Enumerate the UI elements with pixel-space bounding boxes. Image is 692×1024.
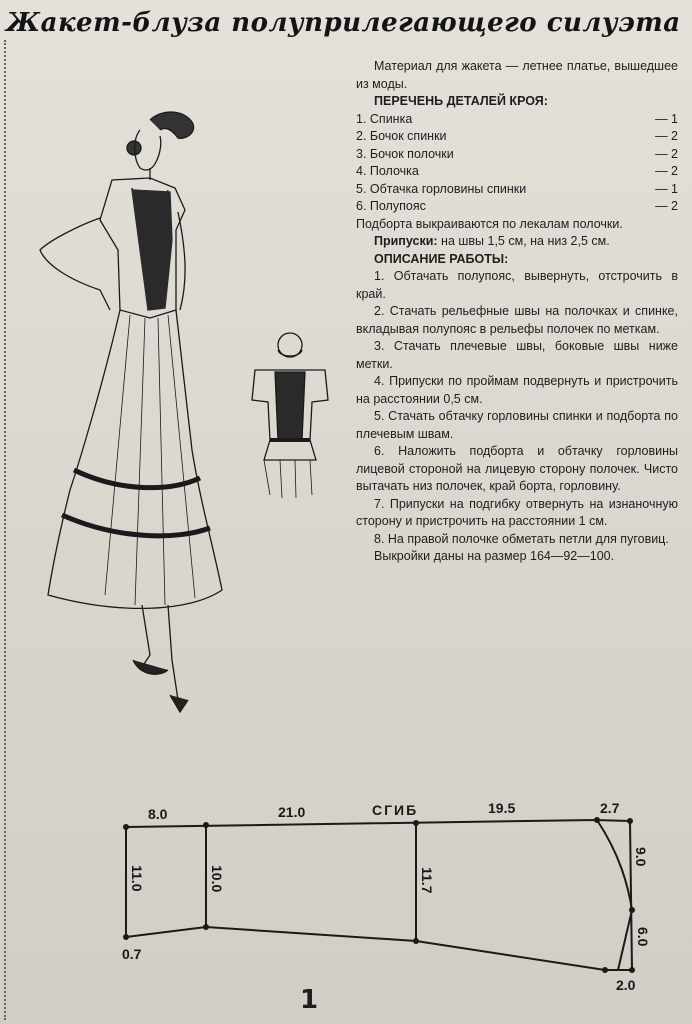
step-1: 1. Обтачать полупояс, вывернуть, отстрочить в край.	[356, 269, 678, 301]
step-3: 3. Стачать плечевые швы, боковые швы ниже метки.	[356, 339, 678, 371]
page-number: 1	[300, 985, 319, 1015]
work-heading: ОПИСАНИЕ РАБОТЫ:	[374, 251, 509, 266]
sizes-note: Выкройки даны на размер 164—92—100.	[374, 549, 615, 563]
step-4: 4. Припуски по проймам подвернуть и пристрочить на расстоянии 0,5 см.	[356, 374, 678, 406]
podborta-note: Подборта выкраиваются по лекалам полочки.	[356, 216, 623, 231]
parts-heading: ПЕРЕЧЕНЬ ДЕТАЛЕЙ КРОЯ:	[374, 94, 548, 108]
instructions-column	[356, 58, 678, 566]
step-2: 2. Стачать рельефные швы на полочках и спинке, вкладывая полупояс в рельефы полочек по меткам.	[356, 304, 678, 336]
list-item: 4. Полочка — 2	[356, 164, 678, 178]
material-text: Материал для жакета — летнее платье, вышедшее из моды.	[356, 59, 678, 91]
step-6: 6. Наложить подборта и обтачку горловины лицевой стороной на лицевую сторону полочек. Чисто вытачать низ полочек, край борта, горловину.	[356, 444, 678, 493]
parts-list	[356, 111, 678, 216]
fashion-illustration	[0, 100, 350, 720]
dim-top-19: 19.5	[488, 800, 516, 816]
sewing-pattern-drawing	[100, 795, 660, 995]
dim-bottom-07: 0.7	[122, 946, 142, 962]
dim-top-21: 21.0	[278, 804, 306, 820]
back-view-drawing	[252, 333, 328, 498]
list-item: 3. Бочок полочки — 2	[356, 146, 678, 161]
step-7: 7. Припуски на подгибку отвернуть на изнаночную сторону и пристрочить на расстоянии 1 см.	[356, 496, 678, 528]
page-title: Жакет-блуза полуприлегающего силуэта	[6, 8, 681, 38]
list-item: 2. Бочок спинки — 2	[356, 129, 678, 143]
dim-mid-117: 11.7	[419, 867, 435, 894]
list-item: 5. Обтачка горловины спинки — 1	[356, 181, 678, 196]
dim-mid-10: 10.0	[209, 865, 225, 893]
list-item: 6. Полупояс — 2	[356, 199, 678, 213]
step-8: 8. На правой полочке обметать петли для пуговиц.	[374, 531, 669, 546]
dim-left-11: 11.0	[129, 865, 145, 892]
step-5: 5. Стачать обтачку горловины спинки и подборта по плечевым швам.	[356, 409, 678, 441]
dim-bottom-20: 2.0	[616, 977, 636, 993]
woman-figure-drawing	[40, 112, 222, 712]
list-item: 1. Спинка — 1	[356, 111, 678, 126]
dim-top-8: 8.0	[148, 806, 168, 822]
dim-top-27: 2.7	[600, 800, 620, 816]
fold-label: СГИБ	[372, 802, 419, 818]
allowance-note: Припуски: на швы 1,5 см, на низ 2,5 см.	[374, 234, 610, 248]
dim-right-9: 9.0	[633, 847, 649, 867]
dim-right-6: 6.0	[635, 927, 651, 947]
